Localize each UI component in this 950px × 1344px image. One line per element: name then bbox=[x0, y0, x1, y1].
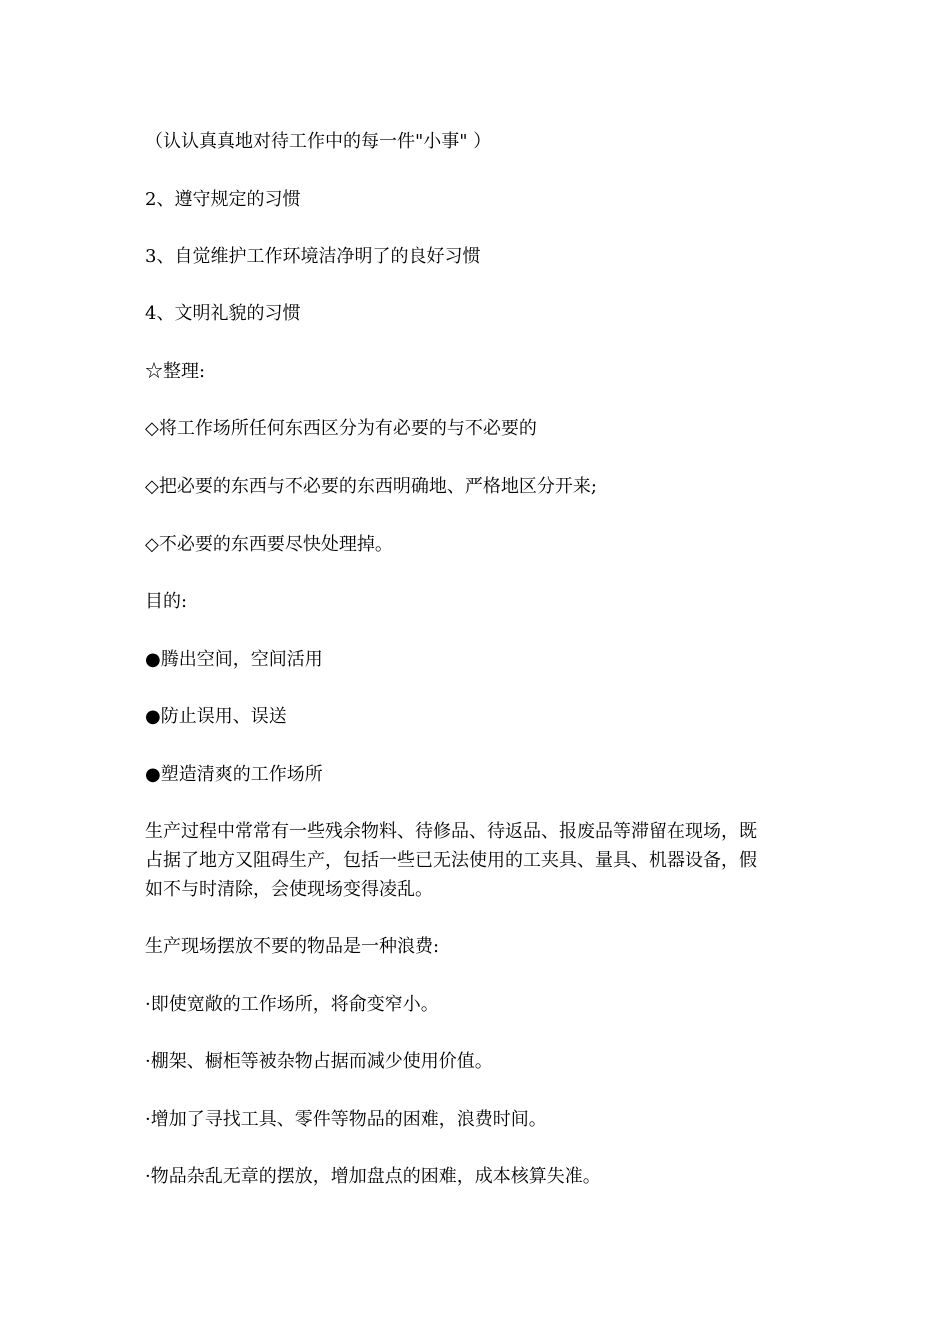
subheading-purpose: 目的: bbox=[145, 591, 188, 612]
paragraph-line-3: 如不与时清除，会使现场变得凌乱。 bbox=[145, 879, 433, 900]
list-item-dot-4: ·物品杂乱无章的摆放，增加盘点的困难，成本核算失准。 bbox=[145, 1166, 601, 1187]
list-item-diamond-3: ◇不必要的东西要尽快处理掉。 bbox=[145, 534, 393, 555]
list-item-diamond-2: ◇把必要的东西与不必要的东西明确地、严格地区分开来; bbox=[145, 476, 597, 497]
text-line-waste-heading: 生产现场摆放不要的物品是一种浪费: bbox=[145, 936, 440, 957]
list-item-bullet-1: ●腾出空间，空间活用 bbox=[145, 649, 323, 670]
list-item-diamond-1: ◇将工作场所任何东西区分为有必要的与不必要的 bbox=[145, 418, 537, 439]
list-item-dot-2: ·棚架、橱柜等被杂物占据而减少使用价值。 bbox=[145, 1051, 493, 1072]
paragraph-line-2: 占据了地方又阻碍生产，包括一些已无法使用的工夹具、量具、机器设备，假 bbox=[145, 850, 757, 871]
list-item-bullet-3: ●塑造清爽的工作场所 bbox=[145, 764, 323, 785]
text-line-habit-3: 3、自觉维护工作环境洁净明了的良好习惯 bbox=[145, 246, 481, 267]
paragraph-line-1: 生产过程中常常有一些残余物料、待修品、待返品、报废品等滞留在现场，既 bbox=[145, 821, 757, 842]
list-item-dot-1: ·即使宽敞的工作场所，将俞变窄小。 bbox=[145, 994, 439, 1015]
list-item-dot-3: ·增加了寻找工具、零件等物品的困难，浪费时间。 bbox=[145, 1109, 547, 1130]
text-line-habit-4: 4、文明礼貌的习惯 bbox=[145, 303, 301, 324]
text-line-habit-2: 2、遵守规定的习惯 bbox=[145, 189, 301, 210]
text-line-note: （认认真真地对待工作中的每一件"小事" ） bbox=[145, 131, 492, 152]
list-item-bullet-2: ●防止误用、误送 bbox=[145, 706, 287, 727]
section-heading-seiri: ☆整理: bbox=[145, 361, 206, 382]
